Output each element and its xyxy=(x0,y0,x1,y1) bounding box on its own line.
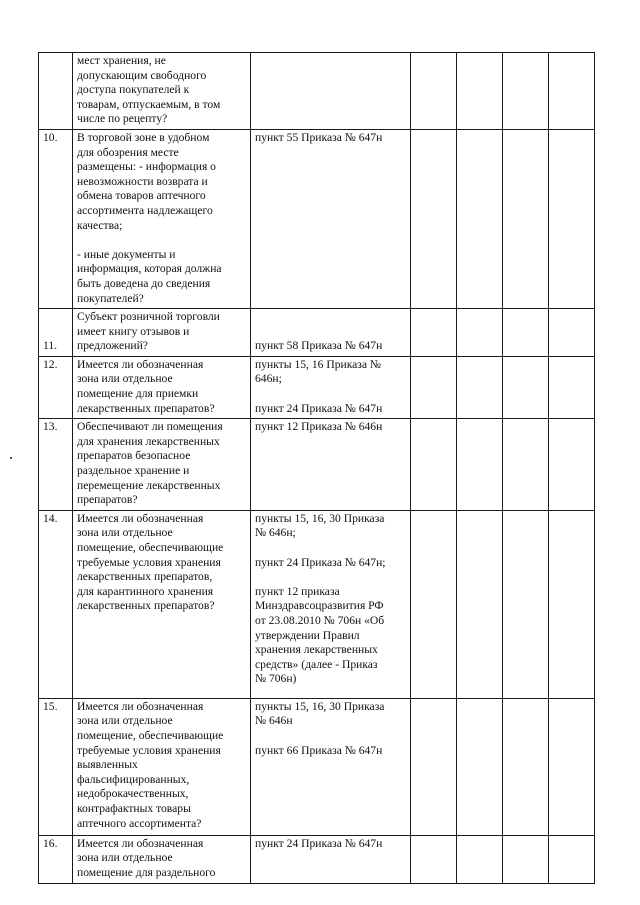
answer-cell-na xyxy=(503,835,549,883)
answer-cell-na xyxy=(503,698,549,835)
checklist-table xyxy=(38,52,595,884)
answer-cell-yes xyxy=(411,356,457,418)
legal-reference-item: пункт 24 Приказа № 647н xyxy=(255,836,383,850)
legal-reference-item: пункт 58 Приказа № 647н xyxy=(255,339,383,353)
table-row xyxy=(39,129,595,308)
requirement-text: Имеется ли обозначенная зона или отдельное помещение для раздельного xyxy=(73,835,251,883)
answer-cell-yes xyxy=(411,419,457,511)
requirement-text: Субъект розничной торговли имеет книгу отзывов и предложений? xyxy=(73,309,251,357)
legal-reference xyxy=(251,510,411,698)
row-number: 11. xyxy=(39,309,73,357)
legal-reference xyxy=(251,309,411,357)
answer-cell-note xyxy=(549,835,595,883)
legal-reference xyxy=(251,53,411,130)
legal-reference xyxy=(251,698,411,835)
answer-cell-note xyxy=(549,419,595,511)
answer-cell-yes xyxy=(411,309,457,357)
answer-cell-yes xyxy=(411,835,457,883)
requirement-text: мест хранения, не допускающим свободного доступа покупателей к товарам, отпускаемым, в том числе по рецепту? xyxy=(73,53,251,130)
legal-reference-item: пункт 66 Приказа № 647н xyxy=(255,743,383,757)
answer-cell-note xyxy=(549,53,595,130)
legal-reference xyxy=(251,835,411,883)
answer-cell-note xyxy=(549,129,595,308)
answer-cell-na xyxy=(503,309,549,357)
legal-reference-item: пункт 12 приказа Минздравсоцразвития РФ от 23.08.2010 № 706н «Об утверждении Правил хранения лекарственных средств» (далее - Приказ № 706н) xyxy=(255,584,385,686)
legal-reference xyxy=(251,129,411,308)
row-number: 14. xyxy=(39,510,73,698)
answer-cell-no xyxy=(457,53,503,130)
answer-cell-no xyxy=(457,698,503,835)
answer-cell-no xyxy=(457,129,503,308)
legal-reference xyxy=(251,419,411,511)
row-number: 12. xyxy=(39,356,73,418)
legal-reference-item: пункт 24 Приказа № 647н xyxy=(255,401,383,415)
row-number: 15. xyxy=(39,698,73,835)
answer-cell-no xyxy=(457,309,503,357)
table-row xyxy=(39,835,595,883)
answer-cell-na xyxy=(503,53,549,130)
table-row xyxy=(39,53,595,130)
answer-cell-no xyxy=(457,510,503,698)
row-number xyxy=(39,53,73,130)
row-number: 10. xyxy=(39,129,73,308)
legal-reference-item: пункты 15, 16, 30 Приказа № 646н; xyxy=(255,511,385,540)
answer-cell-yes xyxy=(411,53,457,130)
answer-cell-na xyxy=(503,356,549,418)
legal-reference-item: пункты 15, 16, 30 Приказа № 646н xyxy=(255,699,385,728)
answer-cell-na xyxy=(503,419,549,511)
requirement-text: Имеется ли обозначенная зона или отдельное помещение для приемки лекарственных препаратов? xyxy=(73,356,251,418)
table-row xyxy=(39,419,595,511)
answer-cell-na xyxy=(503,129,549,308)
legal-reference-item: пункт 24 Приказа № 647н; xyxy=(255,555,386,569)
answer-cell-yes xyxy=(411,129,457,308)
table-row xyxy=(39,309,595,357)
answer-cell-no xyxy=(457,419,503,511)
row-number: 16. xyxy=(39,835,73,883)
answer-cell-yes xyxy=(411,698,457,835)
answer-cell-note xyxy=(549,309,595,357)
answer-cell-note xyxy=(549,698,595,835)
answer-cell-note xyxy=(549,510,595,698)
table-row xyxy=(39,356,595,418)
legal-reference-item: пункты 15, 16 Приказа № 646н; xyxy=(255,357,381,386)
table-row xyxy=(39,698,595,835)
answer-cell-no xyxy=(457,356,503,418)
requirement-text: В торговой зоне в удобном для обозрения месте размещены: - информация о невозможности возврата и обмена товаров аптечного ассортимента надлежащего качества; - иные документы и информация, которая должна быть доведена до сведения покупателей? xyxy=(73,129,251,308)
scan-artifact-dot xyxy=(10,457,12,459)
requirement-text: Имеется ли обозначенная зона или отдельное помещение, обеспечивающие требуемые условия хранения выявленных фальсифицированных, недоброкачественных, контрафактных товары аптечного ассортимента? xyxy=(73,698,251,835)
legal-reference xyxy=(251,356,411,418)
requirement-text: Имеется ли обозначенная зона или отдельное помещение, обеспечивающие требуемые условия хранения лекарственных препаратов, для карантинного хранения лекарственных препаратов? xyxy=(73,510,251,698)
legal-reference-item: пункт 55 Приказа № 647н xyxy=(255,130,383,144)
answer-cell-na xyxy=(503,510,549,698)
answer-cell-yes xyxy=(411,510,457,698)
legal-reference-item: пункт 12 Приказа № 646н xyxy=(255,420,383,434)
table-row xyxy=(39,510,595,698)
row-number: 13. xyxy=(39,419,73,511)
requirement-text: Обеспечивают ли помещения для хранения лекарственных препаратов безопасное раздельное хранение и перемещение лекарственных препаратов? xyxy=(73,419,251,511)
answer-cell-no xyxy=(457,835,503,883)
answer-cell-note xyxy=(549,356,595,418)
